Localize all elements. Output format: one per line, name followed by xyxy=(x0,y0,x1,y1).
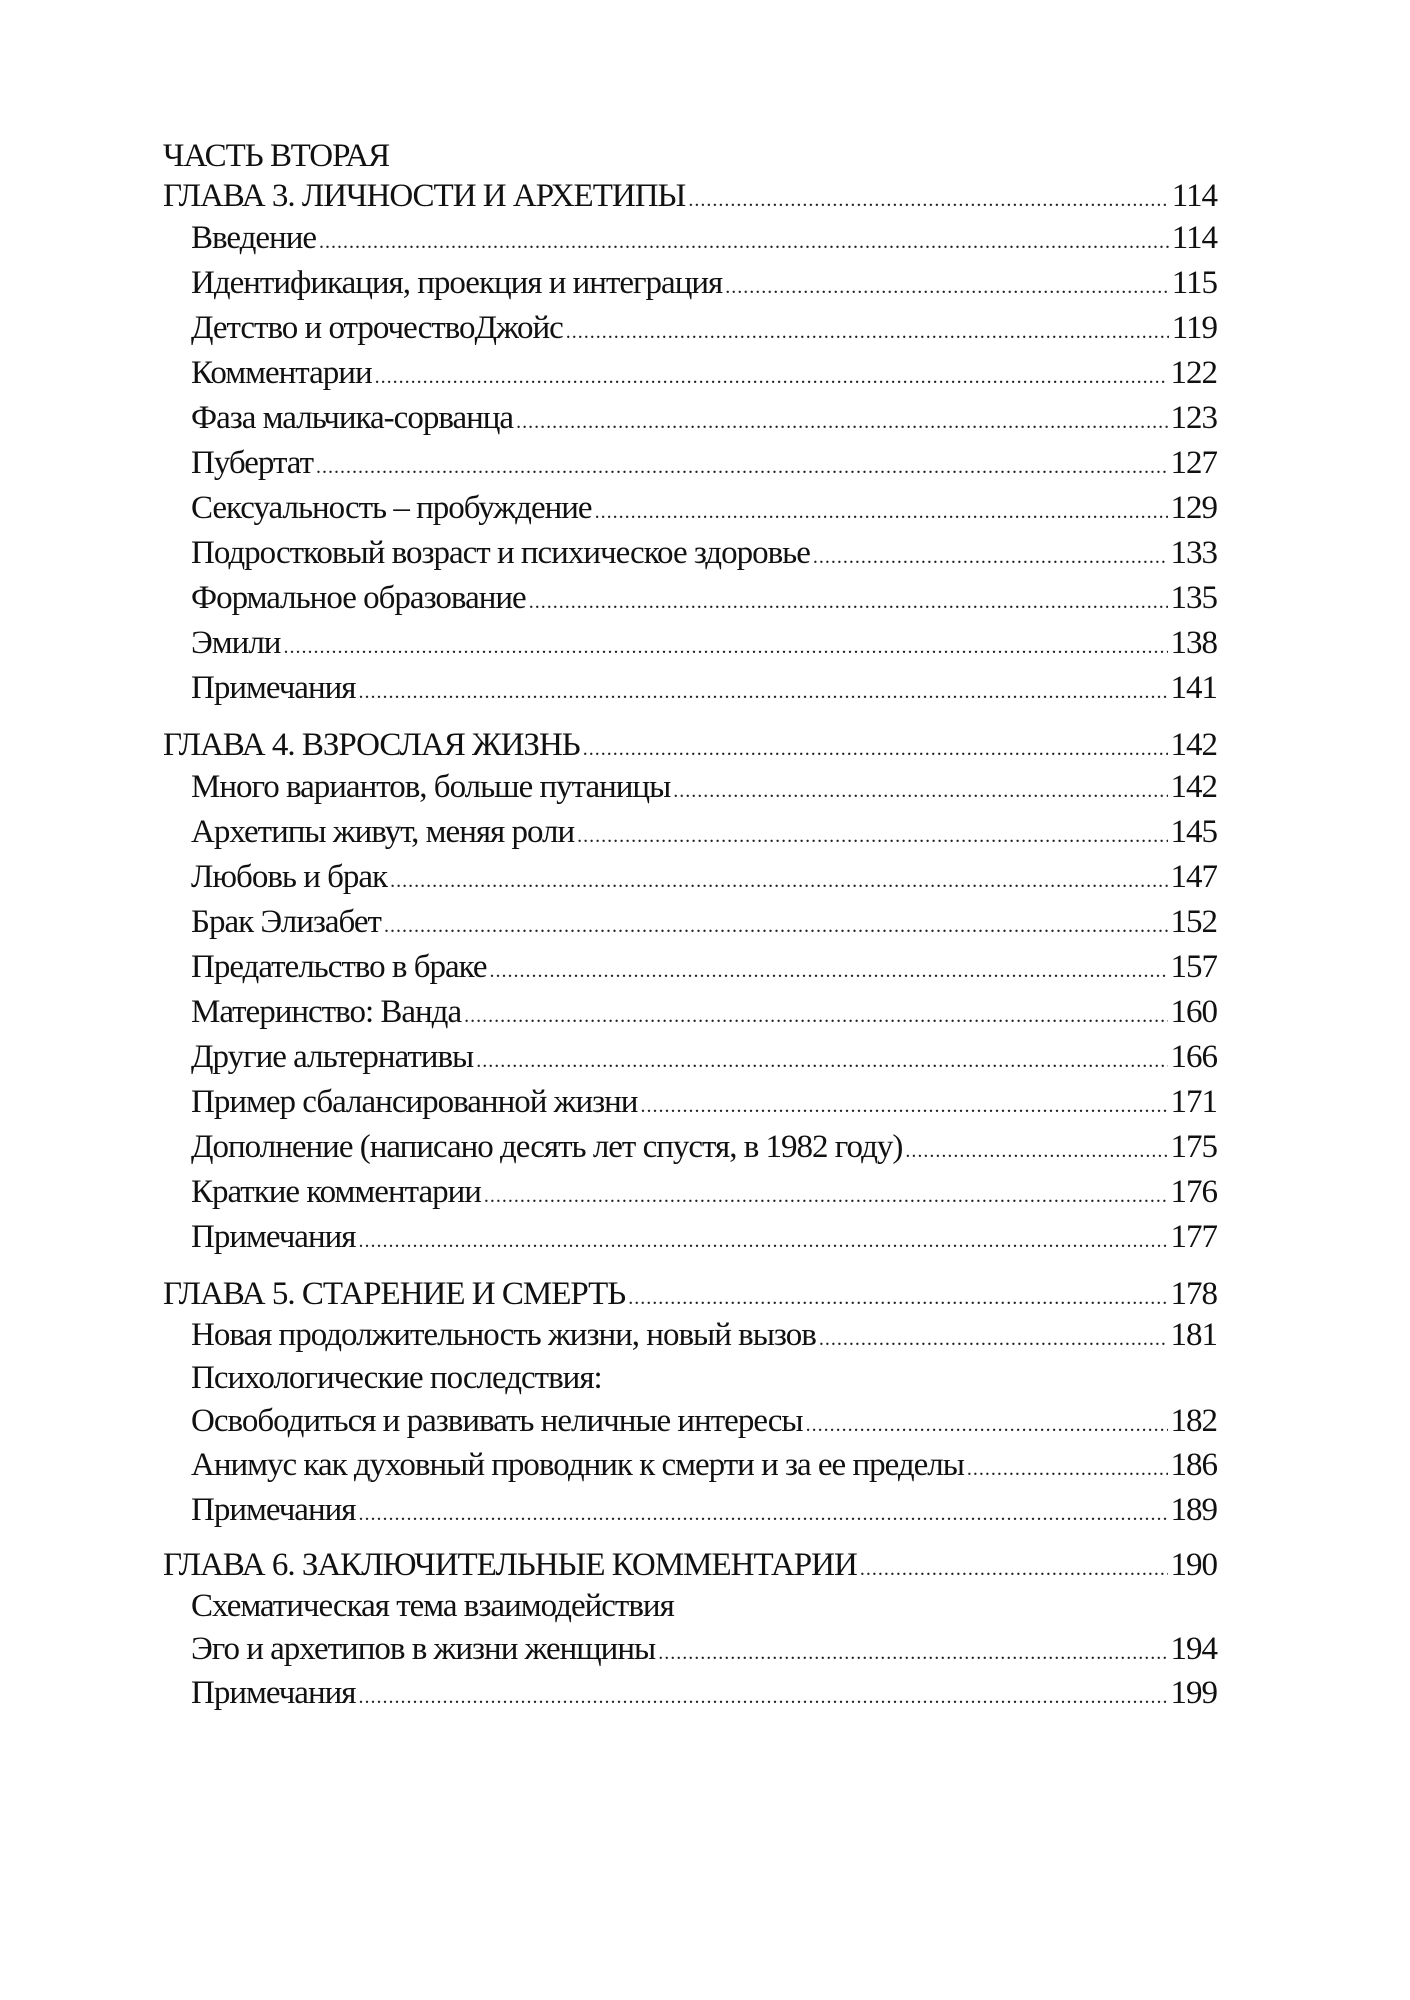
toc-item[interactable] xyxy=(163,1314,1217,1357)
item-title: Примечания xyxy=(191,1675,356,1711)
page-number: 141 xyxy=(1170,670,1217,706)
dot-leader xyxy=(640,1084,1167,1129)
page-number: 199 xyxy=(1170,1675,1217,1711)
item-title: Сексуальность – пробуждение xyxy=(191,490,592,526)
toc-item[interactable] xyxy=(163,1125,1217,1170)
page-number: 147 xyxy=(1170,859,1217,895)
page-number: 127 xyxy=(1170,445,1217,481)
dot-leader xyxy=(316,445,1167,490)
dot-leader xyxy=(384,904,1168,949)
dot-leader xyxy=(516,400,1167,445)
item-title: Освободиться и развивать неличные интересы xyxy=(191,1403,803,1439)
page-number: 171 xyxy=(1170,1084,1217,1120)
dot-leader xyxy=(358,1219,1167,1264)
item-title: Предательство в браке xyxy=(191,949,487,985)
dot-leader xyxy=(577,814,1167,859)
dot-leader xyxy=(319,220,1169,265)
page-number: 145 xyxy=(1170,814,1217,850)
toc-item[interactable] xyxy=(163,486,1217,531)
toc-item[interactable] xyxy=(163,306,1217,351)
item-title: Новая продолжительность жизни, новый вызов xyxy=(191,1317,816,1353)
page-number: 182 xyxy=(1170,1403,1217,1439)
item-title-first-line: Схематическая тема взаимодействия xyxy=(191,1588,674,1624)
dot-leader xyxy=(390,859,1167,904)
dot-leader xyxy=(476,1039,1167,1084)
toc-item[interactable] xyxy=(163,1628,1217,1671)
item-title: Пубертат xyxy=(191,445,314,481)
chapter-title: ГЛАВА 6. ЗАКЛЮЧИТЕЛЬНЫЕ КОММЕНТАРИИ xyxy=(163,1547,857,1583)
toc-item[interactable] xyxy=(163,990,1217,1035)
page-number: 177 xyxy=(1170,1219,1217,1255)
page-number: 186 xyxy=(1170,1447,1217,1483)
item-title: Эмили xyxy=(191,625,281,661)
toc-item[interactable] xyxy=(163,396,1217,441)
page-number: 189 xyxy=(1170,1492,1217,1528)
page-number: 181 xyxy=(1170,1317,1217,1353)
page-number: 157 xyxy=(1170,949,1217,985)
page-number: 142 xyxy=(1170,769,1217,805)
chapter-title: ГЛАВА 4. ВЗРОСЛАЯ ЖИЗНЬ xyxy=(163,727,580,763)
toc-item[interactable] xyxy=(163,1671,1217,1716)
page-number: 119 xyxy=(1171,310,1217,346)
item-title: Любовь и брак xyxy=(191,859,388,895)
dot-leader xyxy=(566,310,1169,355)
toc-item[interactable] xyxy=(163,216,1217,261)
item-title: Фаза мальчика-сорванца xyxy=(191,400,514,436)
toc-item[interactable] xyxy=(163,810,1217,855)
toc-item[interactable] xyxy=(163,900,1217,945)
toc-item[interactable] xyxy=(163,1035,1217,1080)
part-title: ЧАСТЬ ВТОРАЯ xyxy=(163,138,390,174)
item-title: Детство и отрочествоДжойс xyxy=(191,310,563,346)
item-title: Примечания xyxy=(191,670,356,706)
chapter-title: ГЛАВА 5. СТАРЕНИЕ И СМЕРТЬ xyxy=(163,1276,626,1312)
dot-leader xyxy=(688,180,1168,220)
page-number: 114 xyxy=(1171,178,1217,214)
item-title: Формальное образование xyxy=(191,580,526,616)
dot-leader xyxy=(490,949,1168,994)
page-number: 122 xyxy=(1170,355,1217,391)
item-title: Пример сбалансированной жизни xyxy=(191,1084,638,1120)
item-title: Идентификация, проекция и интеграция xyxy=(191,265,723,301)
dot-leader xyxy=(725,265,1169,310)
dot-leader xyxy=(375,355,1168,400)
page-number: 115 xyxy=(1171,265,1217,301)
toc-item[interactable] xyxy=(163,1400,1217,1443)
page-number: 166 xyxy=(1170,1039,1217,1075)
dot-leader xyxy=(813,535,1168,580)
item-title: Дополнение (написано десять лет спустя, в 1982 году) xyxy=(191,1129,903,1165)
dot-leader xyxy=(484,1174,1168,1219)
page-number: 129 xyxy=(1170,490,1217,526)
toc-item[interactable] xyxy=(163,261,1217,306)
page-number: 176 xyxy=(1170,1174,1217,1210)
item-title: Примечания xyxy=(191,1219,356,1255)
dot-leader xyxy=(967,1447,1168,1492)
page-number: 142 xyxy=(1170,727,1217,763)
toc-item[interactable] xyxy=(163,1215,1217,1260)
item-title: Анимус как духовный проводник к смерти и за ее пределы xyxy=(191,1447,964,1483)
chapter-4-entry[interactable] xyxy=(163,725,1217,765)
dot-leader xyxy=(464,994,1167,1039)
page-number: 194 xyxy=(1170,1631,1217,1667)
page-number: 133 xyxy=(1170,535,1217,571)
toc-item[interactable] xyxy=(163,855,1217,900)
item-title-first-line: Психологические последствия: xyxy=(191,1360,602,1396)
dot-leader xyxy=(595,490,1168,535)
page-number: 138 xyxy=(1170,625,1217,661)
page-number: 152 xyxy=(1170,904,1217,940)
toc-item[interactable] xyxy=(163,666,1217,711)
item-title: Брак Элизабет xyxy=(191,904,381,940)
toc-item[interactable] xyxy=(163,531,1217,576)
item-title: Другие альтернативы xyxy=(191,1039,474,1075)
dot-leader xyxy=(583,729,1168,769)
page-number: 135 xyxy=(1170,580,1217,616)
dot-leader xyxy=(358,1492,1167,1537)
page-number: 123 xyxy=(1170,400,1217,436)
toc-item[interactable] xyxy=(163,441,1217,486)
page-number: 114 xyxy=(1171,220,1217,256)
toc-item[interactable] xyxy=(163,1080,1217,1125)
dot-leader xyxy=(628,1278,1167,1318)
chapter-3-entry[interactable] xyxy=(163,176,1217,216)
item-title: Подростковый возраст и психическое здоровье xyxy=(191,535,810,571)
item-title: Архетипы живут, меняя роли xyxy=(191,814,575,850)
toc-item[interactable] xyxy=(163,765,1217,810)
toc-item[interactable] xyxy=(163,1443,1217,1488)
item-title: Введение xyxy=(191,220,317,256)
dot-leader xyxy=(358,670,1167,715)
toc-item[interactable] xyxy=(163,351,1217,396)
table-of-contents xyxy=(163,136,1217,1716)
chapter-title: ГЛАВА 3. ЛИЧНОСТИ И АРХЕТИПЫ xyxy=(163,178,686,214)
dot-leader xyxy=(283,625,1167,670)
item-title: Краткие комментарии xyxy=(191,1174,481,1210)
item-title: Примечания xyxy=(191,1492,356,1528)
item-title: Материнство: Ванда xyxy=(191,994,462,1030)
page-number: 178 xyxy=(1170,1276,1217,1312)
item-title: Эго и архетипов в жизни женщины xyxy=(191,1631,656,1667)
toc-item[interactable] xyxy=(163,621,1217,666)
dot-leader xyxy=(529,580,1168,625)
dot-leader xyxy=(819,1318,1168,1361)
dot-leader xyxy=(358,1675,1167,1720)
page-number: 190 xyxy=(1170,1547,1217,1583)
dot-leader xyxy=(658,1632,1167,1675)
chapter-5-entry[interactable] xyxy=(163,1274,1217,1314)
page-number: 160 xyxy=(1170,994,1217,1030)
chapter-6-entry[interactable] xyxy=(163,1545,1217,1585)
toc-item[interactable] xyxy=(163,945,1217,990)
toc-item[interactable] xyxy=(163,576,1217,621)
toc-item[interactable] xyxy=(163,1488,1217,1533)
dot-leader xyxy=(860,1549,1168,1589)
item-title: Много вариантов, больше путаницы xyxy=(191,769,671,805)
dot-leader xyxy=(905,1129,1167,1174)
dot-leader xyxy=(806,1404,1168,1447)
item-title: Комментарии xyxy=(191,355,372,391)
page-number: 175 xyxy=(1170,1129,1217,1165)
toc-item[interactable] xyxy=(163,1170,1217,1215)
dot-leader xyxy=(673,769,1167,814)
